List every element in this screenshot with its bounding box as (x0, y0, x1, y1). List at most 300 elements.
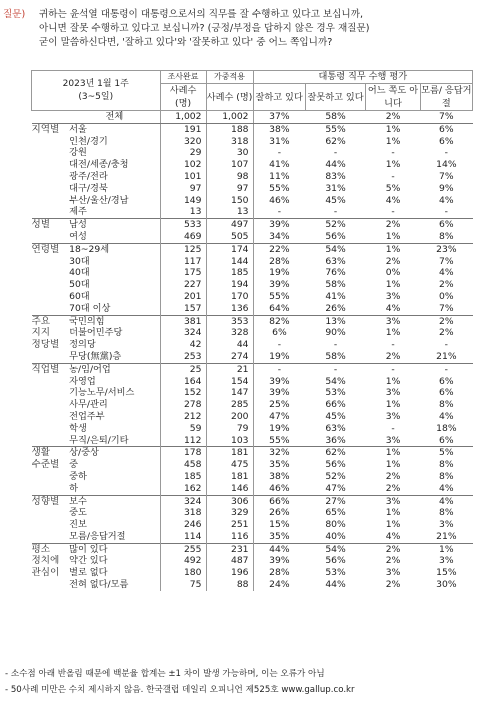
neither-pct-cell: 1% (385, 507, 401, 519)
dk-pct-cell: 5% (420, 447, 472, 459)
good-pct-cell: 39% (253, 555, 305, 567)
table-row (32, 111, 473, 124)
dk-pct-cell: - (444, 206, 448, 218)
neither-pct-cell: 2% (385, 579, 401, 591)
weighted-count-cell: 181 (206, 471, 253, 483)
weighted-count-cell: 147 (206, 387, 253, 399)
row-label-cell: 남성 (69, 219, 160, 231)
raw-top-header: 조사완료 (160, 71, 206, 84)
weighted-count-cell: 136 (206, 303, 253, 315)
period-line: 2023년 1월 1주 (62, 78, 129, 89)
raw-count-header: 사례수 (명) (160, 84, 206, 111)
raw-count-cell: 125 (160, 243, 206, 255)
dk-pct-cell: 6% (420, 123, 472, 135)
neither-header: 어느 쪽도 아니다 (366, 84, 420, 111)
table-row (32, 447, 473, 459)
bad-pct-cell: 45% (325, 410, 346, 422)
row-label-cell: 50대 (69, 279, 90, 291)
group-label-cell (32, 171, 70, 183)
raw-count-cell: 164 (160, 376, 206, 388)
group-label-cell (32, 531, 70, 543)
row-label-cell: 서울 (69, 123, 160, 135)
raw-count-cell: 318 (160, 507, 206, 519)
group-label-cell (32, 206, 70, 218)
bad-pct-cell: 13% (305, 315, 366, 327)
row-label-cell: 농/임/어업 (69, 363, 160, 375)
good-pct-cell: 32% (253, 447, 305, 459)
dk-pct-cell: 6% (439, 135, 454, 147)
good-pct-cell: - (253, 206, 305, 218)
table-row (32, 483, 473, 495)
row-label-cell: 별로 없다 (69, 567, 108, 579)
good-pct-cell: 55% (253, 435, 305, 447)
table-row (32, 159, 473, 171)
weighted-count-cell: 79 (206, 423, 253, 435)
row-label-cell: 자영업 (69, 375, 96, 387)
raw-count-cell: 117 (160, 256, 206, 268)
row-label-cell: 기능노무/서비스 (69, 387, 135, 399)
group-label-cell: 생활 (32, 447, 70, 459)
table-row (32, 171, 473, 183)
bad-pct-cell: - (333, 206, 338, 218)
neither-pct-cell: 3% (385, 290, 401, 302)
dk-pct-cell: 14% (436, 159, 457, 171)
row-label-cell: 중하 (69, 470, 87, 482)
good-pct-cell: 26% (253, 507, 305, 519)
row-label-cell: 사무/관리 (69, 399, 108, 411)
neither-pct-cell: 2% (385, 482, 401, 494)
weighted-count-cell: 329 (206, 507, 253, 519)
bad-pct-cell: 63% (325, 422, 346, 434)
neither-pct-cell: 1% (366, 447, 420, 459)
raw-count-cell: 381 (160, 315, 206, 327)
raw-count-cell: 191 (160, 123, 206, 135)
dk-pct-cell: - (444, 147, 448, 159)
good-pct-cell: 41% (253, 159, 305, 171)
period-line: (3~5일) (78, 91, 114, 102)
good-pct-cell: 24% (253, 579, 305, 591)
raw-count-cell: 533 (160, 219, 206, 231)
table-body (32, 111, 473, 591)
bad-pct-cell: 27% (305, 495, 366, 507)
neither-pct-cell: 1% (385, 327, 401, 339)
neither-pct-cell: 4% (385, 302, 401, 314)
good-pct-cell: 55% (253, 183, 305, 195)
table-row (32, 411, 473, 423)
neither-pct-cell: 2% (385, 470, 401, 482)
bad-pct-cell: 52% (305, 219, 366, 231)
question-line: 귀하는 윤석열 대통령이 대통령으로서의 직무를 잘 수행하고 있다고 보십니까, (39, 9, 364, 20)
bad-pct-cell: 66% (325, 399, 346, 411)
dk-pct-cell: 0% (439, 290, 454, 302)
table-row (32, 387, 473, 399)
raw-count-cell: 324 (160, 327, 206, 339)
group-label-cell: 관심이 (31, 567, 60, 579)
weighted-count-cell: 97 (206, 183, 253, 195)
row-label-cell: 전업주부 (69, 410, 105, 422)
good-pct-cell: 34% (253, 231, 305, 243)
dk-pct-cell: 3% (439, 519, 454, 531)
neither-pct-cell: 3% (385, 434, 401, 446)
neither-pct-cell: 1% (385, 519, 401, 531)
dk-pct-cell: 4% (439, 267, 454, 279)
good-pct-cell: 39% (253, 219, 305, 231)
question-line: 굳이 말씀하신다면, '잘하고 있다'와 '잘못하고 있다' 중 어느 쪽입니까? (39, 37, 333, 48)
group-label-cell (32, 351, 70, 363)
good-pct-cell: - (253, 363, 305, 375)
group-label-cell (32, 159, 70, 171)
neither-pct-cell: 3% (385, 567, 401, 579)
group-label-cell: 정당별 (31, 339, 60, 351)
weighted-count-cell: 196 (206, 567, 253, 579)
table-row (32, 291, 473, 303)
dk-pct-cell: 8% (439, 230, 454, 242)
bad-pct-cell: 45% (325, 194, 346, 206)
row-label-cell: 중도 (69, 507, 87, 519)
neither-pct-cell: 1% (385, 459, 401, 471)
group-label-cell (32, 291, 70, 303)
good-pct-cell: 38% (253, 471, 305, 483)
neither-pct-cell: 0% (385, 267, 401, 279)
row-label-cell: 제주 (69, 206, 87, 218)
dk-pct-cell: 2% (439, 279, 454, 291)
bad-pct-cell: 58% (305, 111, 366, 124)
row-label-cell: 무직/은퇴/기타 (69, 434, 129, 446)
group-label-cell (32, 471, 70, 483)
results-table (31, 70, 473, 591)
good-header: 잘하고 있다 (253, 84, 305, 111)
bad-pct-cell: 56% (325, 230, 346, 242)
table-row (32, 256, 473, 268)
neither-pct-cell: - (391, 206, 395, 218)
table-row (32, 459, 473, 471)
neither-pct-cell: 2% (385, 555, 401, 567)
dk-pct-cell: 4% (420, 495, 472, 507)
bad-pct-cell: 65% (325, 507, 346, 519)
dk-pct-cell: 6% (439, 375, 454, 387)
bad-pct-cell: 56% (325, 555, 346, 567)
row-label-cell: 모름/응답거절 (69, 530, 126, 542)
group-label-cell: 직업별 (32, 363, 70, 375)
weighted-count-cell: 188 (206, 123, 253, 135)
neither-pct-cell: 1% (366, 243, 420, 255)
bad-pct-cell: 47% (325, 482, 346, 494)
raw-count-cell: 253 (160, 351, 206, 363)
dk-pct-cell: 4% (439, 482, 454, 494)
neither-pct-cell: - (391, 422, 395, 434)
good-pct-cell: 31% (253, 136, 305, 148)
table-row (32, 219, 473, 231)
period-header (32, 71, 161, 111)
weighted-count-cell: 194 (206, 279, 253, 291)
group-label-cell (32, 423, 70, 435)
table-row (32, 531, 473, 543)
table-row (32, 376, 473, 388)
table-row (32, 567, 473, 579)
group-label-cell (32, 231, 70, 243)
table-row (32, 363, 473, 375)
table-row (32, 423, 473, 435)
bad-pct-cell: 62% (325, 135, 346, 147)
raw-count-cell: 185 (160, 471, 206, 483)
good-pct-cell: 19% (253, 423, 305, 435)
bad-pct-cell: 26% (325, 302, 346, 314)
good-pct-cell: 19% (253, 351, 305, 363)
group-label-cell (32, 399, 70, 411)
row-label-cell: 대구/경북 (69, 182, 108, 194)
raw-count-cell: 97 (160, 183, 206, 195)
dk-pct-cell: 21% (436, 350, 457, 362)
group-label-cell (32, 387, 70, 399)
weighted-count-cell: 144 (206, 256, 253, 268)
raw-count-cell: 175 (160, 267, 206, 279)
raw-count-cell: 59 (160, 423, 206, 435)
dk-pct-cell: 15% (436, 567, 457, 579)
raw-count-cell: 324 (160, 495, 206, 507)
raw-count-cell: 492 (160, 555, 206, 567)
weighted-count-cell: 103 (206, 435, 253, 447)
row-label-cell: 학생 (69, 422, 87, 434)
neither-pct-cell: 1% (385, 279, 401, 291)
bad-pct-cell: 44% (325, 159, 346, 171)
row-label-cell: 대전/세종/충청 (69, 159, 129, 171)
neither-pct-cell: 2% (385, 350, 401, 362)
weighted-count-cell: 116 (206, 531, 253, 543)
row-label-cell: 진보 (69, 519, 87, 531)
good-pct-cell: 37% (253, 111, 305, 124)
dk-pct-cell: 4% (439, 194, 454, 206)
group-label-cell: 연령별 (32, 243, 70, 255)
neither-pct-cell: - (391, 339, 395, 351)
bad-pct-cell: - (333, 147, 338, 159)
dk-pct-cell: 8% (439, 399, 454, 411)
row-label-cell: 중 (69, 459, 78, 471)
dk-pct-cell: 9% (439, 182, 454, 194)
bad-pct-cell: 76% (325, 267, 346, 279)
group-label-cell (32, 256, 70, 268)
good-pct-cell: 44% (253, 543, 305, 555)
group-label-cell (32, 183, 70, 195)
dk-pct-cell: 4% (439, 410, 454, 422)
dk-pct-cell: 7% (439, 302, 454, 314)
weighted-count-cell: 306 (206, 495, 253, 507)
bad-pct-cell: 40% (325, 530, 346, 542)
weighted-count-cell: 185 (206, 267, 253, 279)
row-label-cell: 18~29세 (69, 243, 160, 255)
raw-count-cell: 149 (160, 195, 206, 207)
row-label-cell: 강원 (69, 147, 87, 159)
raw-count-cell: 101 (160, 171, 206, 183)
good-pct-cell: 39% (253, 376, 305, 388)
row-label-cell: 무당(無黨)층 (69, 350, 122, 362)
dk-pct-cell: 21% (436, 530, 457, 542)
table-row (32, 136, 473, 148)
weighted-count-cell: 487 (206, 555, 253, 567)
weighted-count-cell: 274 (206, 351, 253, 363)
table-row (32, 471, 473, 483)
raw-count-cell: 469 (160, 231, 206, 243)
dk-pct-cell: 2% (439, 327, 454, 339)
group-label-cell (32, 579, 70, 591)
bad-pct-cell: 58% (325, 279, 346, 291)
raw-count-cell: 29 (160, 147, 206, 159)
footnote: - 50사례 미만은 수치 제시하지 않음. 한국갤럽 데일리 오피니언 제525호 www.gallup.co.kr (5, 685, 355, 695)
neither-pct-cell: 2% (366, 111, 420, 124)
bad-pct-cell: 54% (325, 375, 346, 387)
bad-pct-cell: 41% (325, 290, 346, 302)
good-pct-cell: 11% (253, 171, 305, 183)
raw-count-cell: 227 (160, 279, 206, 291)
group-label-cell: 정치에 (31, 555, 60, 567)
dk-pct-cell: 6% (439, 387, 454, 399)
row-label-cell: 여성 (69, 230, 87, 242)
dk-pct-cell: 6% (439, 434, 454, 446)
bad-header: 잘못하고 있다 (305, 84, 366, 111)
raw-count-cell: 458 (160, 459, 206, 471)
table-row (32, 279, 473, 291)
group-label-cell (32, 136, 70, 148)
weighted-count-cell: 200 (206, 411, 253, 423)
weighted-count-cell: 107 (206, 159, 253, 171)
raw-count-cell: 278 (160, 399, 206, 411)
good-pct-cell: 22% (253, 243, 305, 255)
bad-pct-cell: 63% (325, 255, 346, 267)
dk-pct-cell: 8% (439, 507, 454, 519)
neither-pct-cell: 3% (366, 315, 420, 327)
row-label-cell: 상/중상 (69, 447, 160, 459)
weighted-count-cell: 98 (206, 171, 253, 183)
group-label-cell: 평소 (32, 543, 70, 555)
weighted-count-cell: 21 (206, 363, 253, 375)
bad-pct-cell: 55% (305, 123, 366, 135)
group-label-cell (32, 267, 70, 279)
group-label-cell (32, 279, 70, 291)
dk-pct-cell: 7% (439, 255, 454, 267)
raw-count-cell: 157 (160, 303, 206, 315)
table-row (32, 555, 473, 567)
good-pct-cell: 25% (253, 399, 305, 411)
table-row (32, 579, 473, 591)
good-pct-cell: 82% (253, 315, 305, 327)
dk-pct-cell: 23% (420, 243, 472, 255)
neither-pct-cell: 1% (385, 399, 401, 411)
weighted-count-cell: 328 (206, 327, 253, 339)
table-row (32, 507, 473, 519)
good-pct-cell: 6% (253, 327, 305, 339)
row-label-cell: 부산/울산/경남 (69, 194, 129, 206)
dk-pct-cell: 1% (420, 543, 472, 555)
table-row (32, 315, 473, 327)
bad-pct-cell: 31% (325, 182, 346, 194)
table-row (32, 339, 473, 351)
weighted-top-header: 가중적용 (206, 71, 253, 84)
raw-count-cell: 75 (160, 579, 206, 591)
raw-count-cell: 162 (160, 483, 206, 495)
group-label-cell: 성별 (32, 219, 70, 231)
table-row (32, 147, 473, 159)
weighted-count-cell: 505 (206, 231, 253, 243)
bad-pct-cell: 53% (325, 387, 346, 399)
group-label-cell (32, 147, 70, 159)
good-pct-cell: 47% (253, 411, 305, 423)
weighted-count-cell: 174 (206, 243, 253, 255)
good-pct-cell: 55% (253, 291, 305, 303)
table-row (32, 231, 473, 243)
good-pct-cell: 66% (253, 495, 305, 507)
raw-count-cell: 201 (160, 291, 206, 303)
neither-pct-cell: 5% (385, 182, 401, 194)
group-label-cell: 지지 (31, 327, 51, 339)
neither-pct-cell: 4% (385, 194, 401, 206)
bad-pct-cell: 54% (305, 543, 366, 555)
group-label-cell (32, 411, 70, 423)
good-pct-cell: 46% (253, 483, 305, 495)
group-label-cell (32, 111, 70, 124)
row-label-cell: 광주/전라 (69, 170, 108, 182)
bad-pct-cell: 53% (325, 567, 346, 579)
raw-count-cell: 180 (160, 567, 206, 579)
weighted-count-cell: 475 (206, 459, 253, 471)
good-pct-cell: 15% (253, 519, 305, 531)
neither-pct-cell: 2% (366, 543, 420, 555)
group-label-cell: 주요 (32, 315, 70, 327)
weighted-count-cell: 154 (206, 376, 253, 388)
group-label-cell (32, 483, 70, 495)
neither-pct-cell: 3% (366, 495, 420, 507)
neither-pct-cell: 1% (366, 123, 420, 135)
dk-pct-cell: - (420, 363, 472, 375)
group-label-cell (32, 519, 70, 531)
dk-pct-cell: 7% (420, 111, 472, 124)
table-row (32, 195, 473, 207)
question-label: 질문) (3, 9, 26, 20)
good-pct-cell: 38% (253, 123, 305, 135)
row-label-cell: 70대 이상 (69, 302, 111, 314)
raw-count-cell: 1,002 (160, 111, 206, 124)
row-label-cell: 많이 있다 (69, 543, 160, 555)
weighted-count-cell: 170 (206, 291, 253, 303)
table-row (32, 327, 473, 339)
neither-pct-cell: 1% (385, 230, 401, 242)
weighted-count-cell: 13 (206, 206, 253, 218)
dk-pct-cell: 8% (439, 470, 454, 482)
footnotes (5, 666, 475, 698)
good-pct-cell: 35% (253, 459, 305, 471)
raw-count-cell: 114 (160, 531, 206, 543)
raw-count-cell: 255 (160, 543, 206, 555)
row-label-cell: 더불어민주당 (69, 327, 123, 339)
weighted-count-cell: 251 (206, 519, 253, 531)
row-label-cell: 정의당 (69, 339, 96, 351)
weighted-count-cell: 231 (206, 543, 253, 555)
dk-pct-cell: 8% (439, 459, 454, 471)
table-row (32, 303, 473, 315)
raw-count-cell: 13 (160, 206, 206, 218)
bad-pct-cell: 44% (325, 579, 346, 591)
group-label-cell: 지역별 (32, 123, 70, 135)
dk-pct-cell: 3% (439, 555, 454, 567)
row-label-cell: 하 (69, 482, 78, 494)
weighted-count-cell: 318 (206, 136, 253, 148)
row-label-cell: 전체 (69, 111, 160, 124)
table-row (32, 206, 473, 218)
dk-pct-cell: 7% (439, 170, 454, 182)
bad-pct-cell: 54% (305, 243, 366, 255)
raw-count-cell: 112 (160, 435, 206, 447)
good-pct-cell: 35% (253, 531, 305, 543)
group-label-cell (32, 376, 70, 388)
neither-pct-cell: - (391, 170, 395, 182)
